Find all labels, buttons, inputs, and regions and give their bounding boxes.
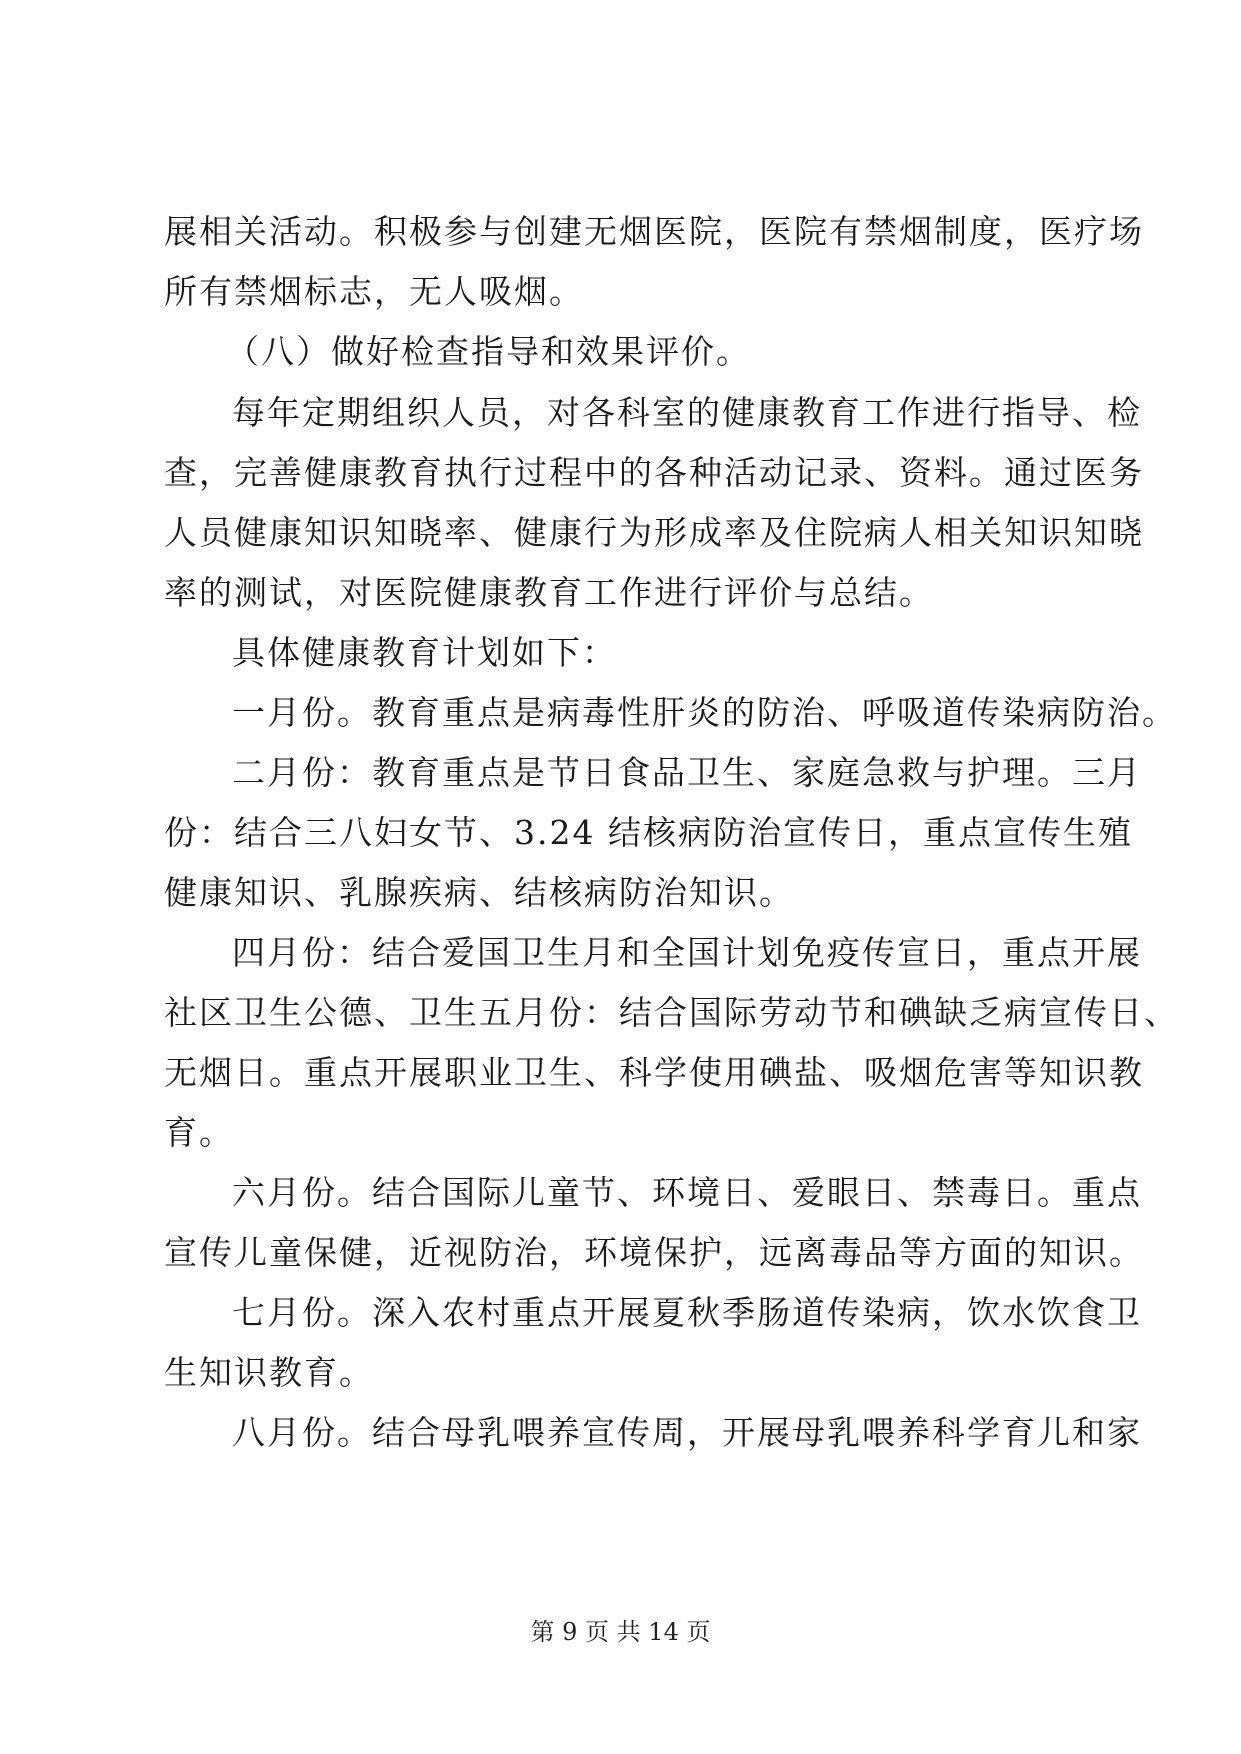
plan-july-line-2: 生知识教育。 [164,1353,374,1392]
body-line-5: 查，完善健康教育执行过程中的各种活动记录、资料。通过医务 [164,453,1144,492]
body-line-1: 展相关活动。积极参与创建无烟医院，医院有禁烟制度，医疗场 [164,212,1144,251]
plan-intro: 具体健康教育计划如下： [232,633,617,672]
plan-february: 二月份：教育重点是节日食品卫生、家庭急救与护理。三月 [232,753,1142,792]
body-line-7: 率的测试，对医院健康教育工作进行评价与总结。 [164,573,934,612]
plan-august-line-1: 八月份。结合母乳喂养宣传周，开展母乳喂养科学育儿和家 [232,1413,1142,1452]
plan-march-line-2: 健康知识、乳腺疾病、结核病防治知识。 [164,873,794,912]
body-line-2: 所有禁烟标志，无人吸烟。 [164,272,584,311]
body-line-6: 人员健康知识知晓率、健康行为形成率及住院病人相关知识知晓 [164,513,1144,552]
section-heading: （八）做好检查指导和效果评价。 [226,332,751,371]
plan-march-line-1: 份：结合三八妇女节、3.24 结核病防治宣传日，重点宣传生殖 [164,813,1133,852]
plan-april-line-1: 四月份：结合爱国卫生月和全国计划免疫传宣日，重点开展 [232,933,1142,972]
plan-july-line-1: 七月份。深入农村重点开展夏秋季肠道传染病，饮水饮食卫 [232,1293,1142,1332]
body-line-4: 每年定期组织人员，对各科室的健康教育工作进行指导、检 [232,393,1142,432]
plan-april-line-2: 社区卫生公德、卫生五月份：结合国际劳动节和碘缺乏病宣传日、 [164,993,1179,1032]
plan-june-line-2: 宣传儿童保健，近视防治，环境保护，远离毒品等方面的知识。 [164,1233,1144,1272]
plan-january: 一月份。教育重点是病毒性肝炎的防治、呼吸道传染病防治。 [232,693,1177,732]
plan-may-line-1: 无烟日。重点开展职业卫生、科学使用碘盐、吸烟危害等知识教 [164,1053,1144,1092]
plan-may-line-2: 育。 [164,1113,234,1152]
page-number-footer: 第 9 页 共 14 页 [530,1618,711,1646]
plan-june-line-1: 六月份。结合国际儿童节、环境日、爱眼日、禁毒日。重点 [232,1173,1142,1212]
